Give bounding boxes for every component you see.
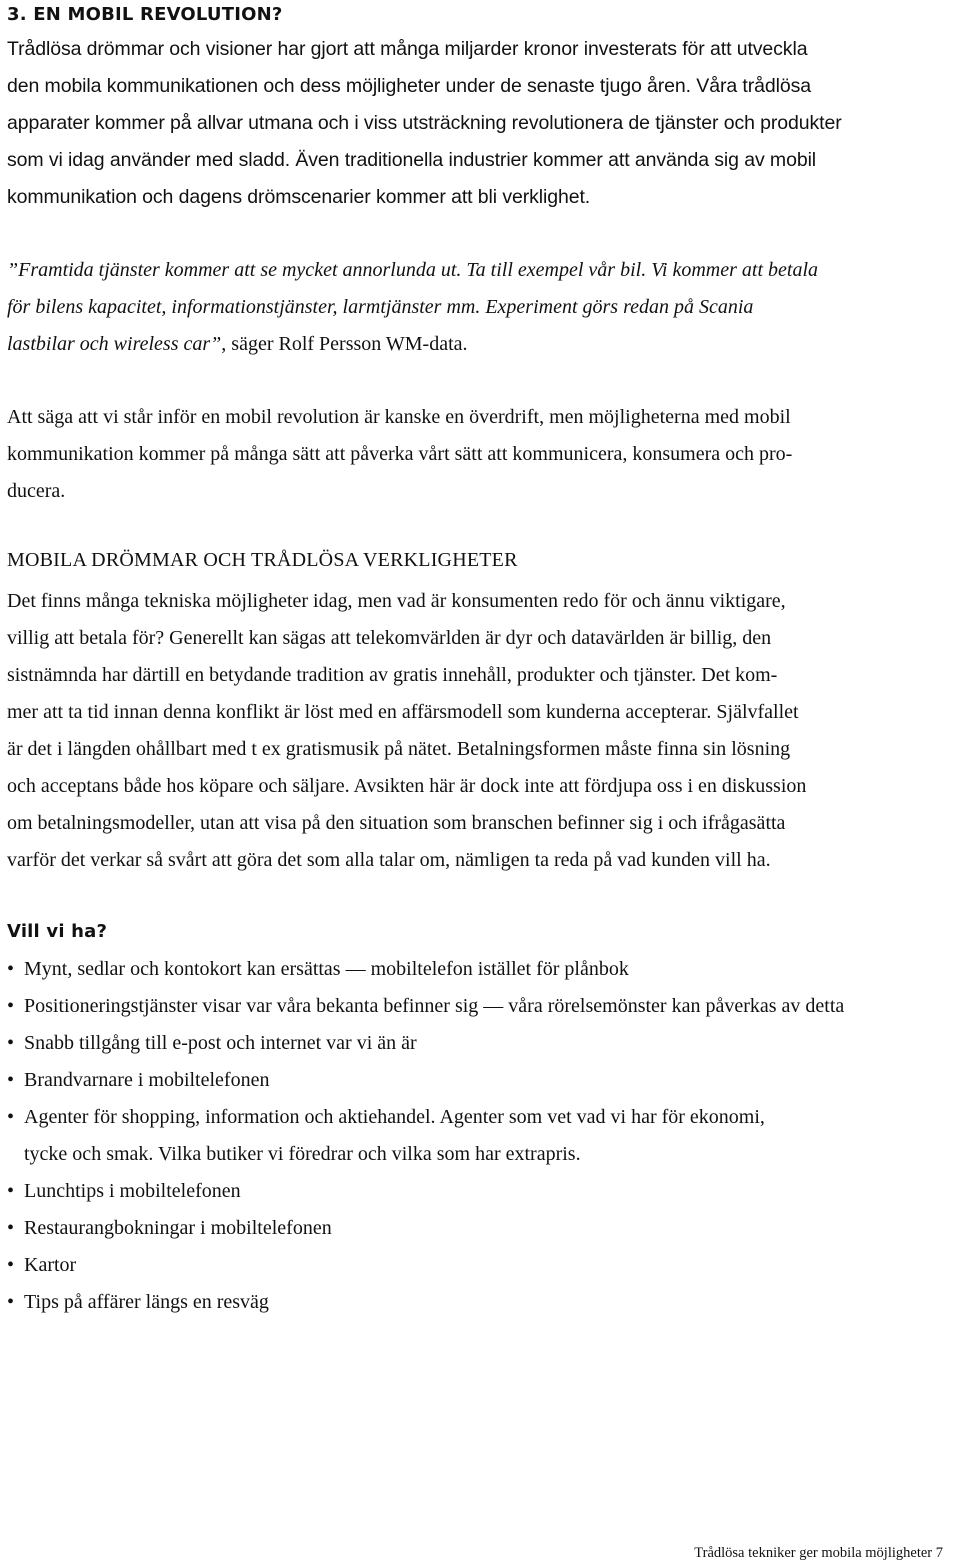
bullet-icon: • <box>7 995 15 1017</box>
list-item <box>7 1099 957 1173</box>
list-item-text: Lunchtips i mobiltelefonen <box>24 1180 241 1202</box>
section-paragraph <box>7 583 957 879</box>
page-footer: Trådlösa tekniker ger mobila möjligheter 7 <box>694 1545 943 1561</box>
section-line: sistnämnda har därtill en betydande tradition av gratis innehåll, produkter och tjänster. Det kom- <box>7 664 778 686</box>
list-item-text: Agenter för shopping, information och aktiehandel. Agenter som vet vad vi har för ekonomi, <box>24 1106 765 1128</box>
list-item-text: Kartor <box>24 1254 77 1276</box>
intro-paragraph <box>7 31 957 216</box>
intro-line: som vi idag använder med sladd. Även traditionella industrier kommer att använda sig av mobil <box>7 149 817 171</box>
list-item-text: Mynt, sedlar och kontokort kan ersättas — mobiltelefon istället för plånbok <box>24 958 629 980</box>
section-line: mer att ta tid innan denna konflikt är löst med en affärsmodell som kunderna accepterar. Självfallet <box>7 701 799 723</box>
list-item-text: Snabb tillgång till e-post och internet var vi än är <box>24 1032 417 1054</box>
revolution-line: ducera. <box>7 480 66 502</box>
revolution-line: kommunikation kommer på många sätt att påverka vårt sätt att kommunicera, konsumera och pro- <box>7 443 793 465</box>
chapter-heading: 3. EN MOBIL REVOLUTION? <box>7 4 283 25</box>
section-line: Det finns många tekniska möjligheter idag, men vad är konsumenten redo för och ännu viktigare, <box>7 590 786 612</box>
section-line: om betalningsmodeller, utan att visa på den situation som branschen befinner sig i och ifrågasätta <box>7 812 786 834</box>
intro-line: Trådlösa drömmar och visioner har gjort att många miljarder kronor investerats för att utveckla <box>7 38 808 60</box>
intro-line: apparater kommer på allvar utmana och i viss utsträckning revolutionera de tjänster och produkter <box>7 112 842 134</box>
bullet-icon: • <box>7 1180 15 1202</box>
section-line: villig att betala för? Generellt kan sägas att telekomvärlden är dyr och datavärlden är billig, den <box>7 627 772 649</box>
revolution-paragraph <box>7 399 957 510</box>
quote-last-line <box>7 326 957 363</box>
list-item <box>7 1284 957 1321</box>
list-item-text: Positioneringstjänster visar var våra bekanta befinner sig — våra rörelsemönster kan påverkas av detta <box>24 995 845 1017</box>
quote-paragraph <box>7 252 957 363</box>
bullet-icon: • <box>7 1069 15 1091</box>
section-title: MOBILA DRÖMMAR OCH TRÅDLÖSA VERKLIGHETER <box>7 549 518 571</box>
list-item-text: Restaurangbokningar i mobiltelefonen <box>24 1217 332 1239</box>
bullet-icon: • <box>7 1106 15 1128</box>
bullet-icon: • <box>7 1217 15 1239</box>
list-item <box>7 1062 957 1099</box>
quote-line: lastbilar och wireless car” <box>7 333 222 355</box>
quote-line: ”Framtida tjänster kommer att se mycket annorlunda ut. Ta till exempel vår bil. Vi kommer att betala <box>7 259 819 281</box>
list-item <box>7 1247 957 1284</box>
list-item <box>7 1173 957 1210</box>
list-item-text: Tips på affärer längs en resväg <box>24 1291 269 1313</box>
section-line: varför det verkar så svårt att göra det som alla talar om, nämligen ta reda på vad kunden vill ha. <box>7 849 771 871</box>
bullet-icon: • <box>7 1254 15 1276</box>
list-item <box>7 951 957 988</box>
bullet-icon: • <box>7 1032 15 1054</box>
quote-attribution: , säger Rolf Persson WM-data. <box>221 333 468 355</box>
list-item-text: Brandvarnare i mobiltelefonen <box>24 1069 270 1091</box>
bullet-icon: • <box>7 958 15 980</box>
revolution-line: Att säga att vi står inför en mobil revolution är kanske en överdrift, men möjligheterna med mobil <box>7 406 791 428</box>
intro-line: den mobila kommunikationen och dess möjligheter under de senaste tjugo åren. Våra trådlösa <box>7 75 811 97</box>
list-item <box>7 988 957 1025</box>
intro-line: kommunikation och dagens drömscenarier kommer att bli verklighet. <box>7 186 591 208</box>
section-line: och acceptans både hos köpare och säljare. Avsikten här är dock inte att fördjupa oss i en diskussion <box>7 775 807 797</box>
list-item <box>7 1210 957 1247</box>
list-item-text: tycke och smak. Vilka butiker vi föredrar och vilka som har extrapris. <box>24 1143 581 1165</box>
quote-line: för bilens kapacitet, informationstjänster, larmtjänster mm. Experiment görs redan på Scania <box>7 296 754 318</box>
section-line: är det i längden ohållbart med t ex gratismusik på nätet. Betalningsformen måste finna sin lösning <box>7 738 791 760</box>
list-item <box>7 1025 957 1062</box>
want-heading: Vill vi ha? <box>7 921 108 942</box>
wish-list <box>7 951 957 1321</box>
bullet-icon: • <box>7 1291 15 1313</box>
